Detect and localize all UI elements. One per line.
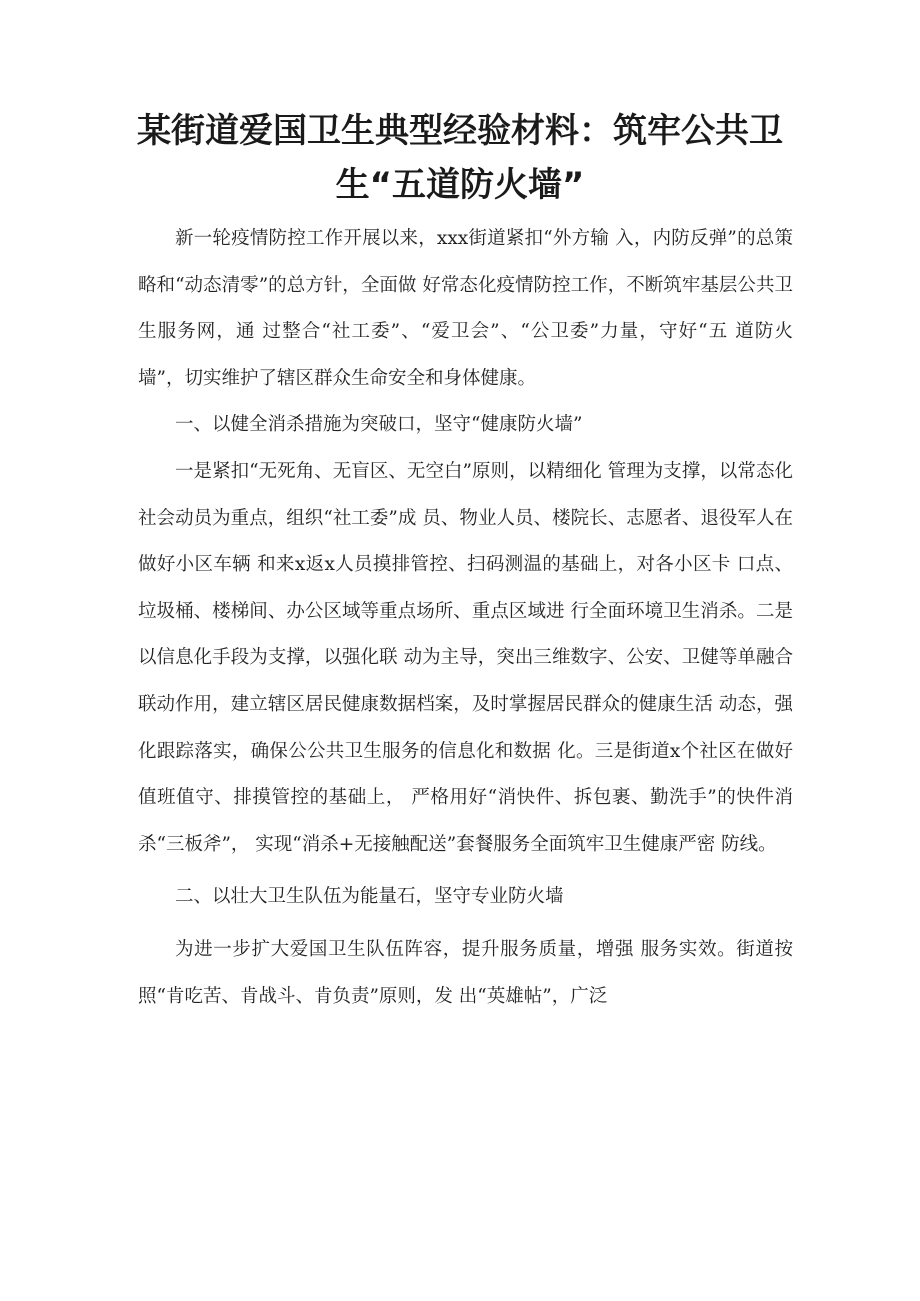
section-2-paragraph: 为进一步扩大爱国卫生队伍阵容，提升服务质量，增强 服务实效。街道按照“肯吃苦、肯战斗、肯负责”原则，发 出“英雄帖”，广泛 (138, 938, 793, 1007)
section-heading-1: 一、以健全消杀措施为突破口，坚守“健康防火墙” (175, 414, 583, 436)
section-heading-2: 二、以壮大卫生队伍为能量石，坚守专业防火墙 (175, 886, 564, 908)
document-title: 某街道爱国卫生典型经验材料：筑牢公共卫生“五道防火墙” (137, 111, 783, 205)
intro-paragraph: 新一轮疫情防控工作开展以来，xxx街道紧扣“外方输 入，内防反弹”的总策略和“动态清零”的总方针，全面做 好常态化疫情防控工作，不断筑牢基层公共卫生服务网，通 过整合“社工委”、“爱卫会”、“公卫委”力量，守好“五 道防火墙”，切实维护了辖区群众生命安全和身体健康。 (138, 228, 793, 389)
section-1-paragraph: 一是紧扣“无死角、无盲区、无空白”原则，以精细化 管理为支撑，以常态化社会动员为重点，组织“社工委”成 员、物业人员、楼院长、志愿者、退役军人在做好小区车辆 和来x返x人员摸排管控、扫码测温的基础上，对各小区卡 口点、垃圾桶、楼梯间、办公区域等重点场所、重点区域进 行全面环境卫生消杀。二是以信息化手段为支撑，以强化联 动为主导，突出三维数字、公安、卫健等单融合联动作用，建立辖区居民健康数据档案，及时掌握居民群众的健康生活 动态，强化跟踪落实，确保公公共卫生服务的信息化和数据 化。三是街道x个社区在做好值班值守、排摸管控的基础上， 严格用好“消快件、拆包裹、勤洗手”的快件消杀“三板斧”， 实现“消杀+无接触配送”套餐服务全面筑牢卫生健康严密 防线。 (138, 460, 793, 855)
document-body (138, 216, 793, 1020)
